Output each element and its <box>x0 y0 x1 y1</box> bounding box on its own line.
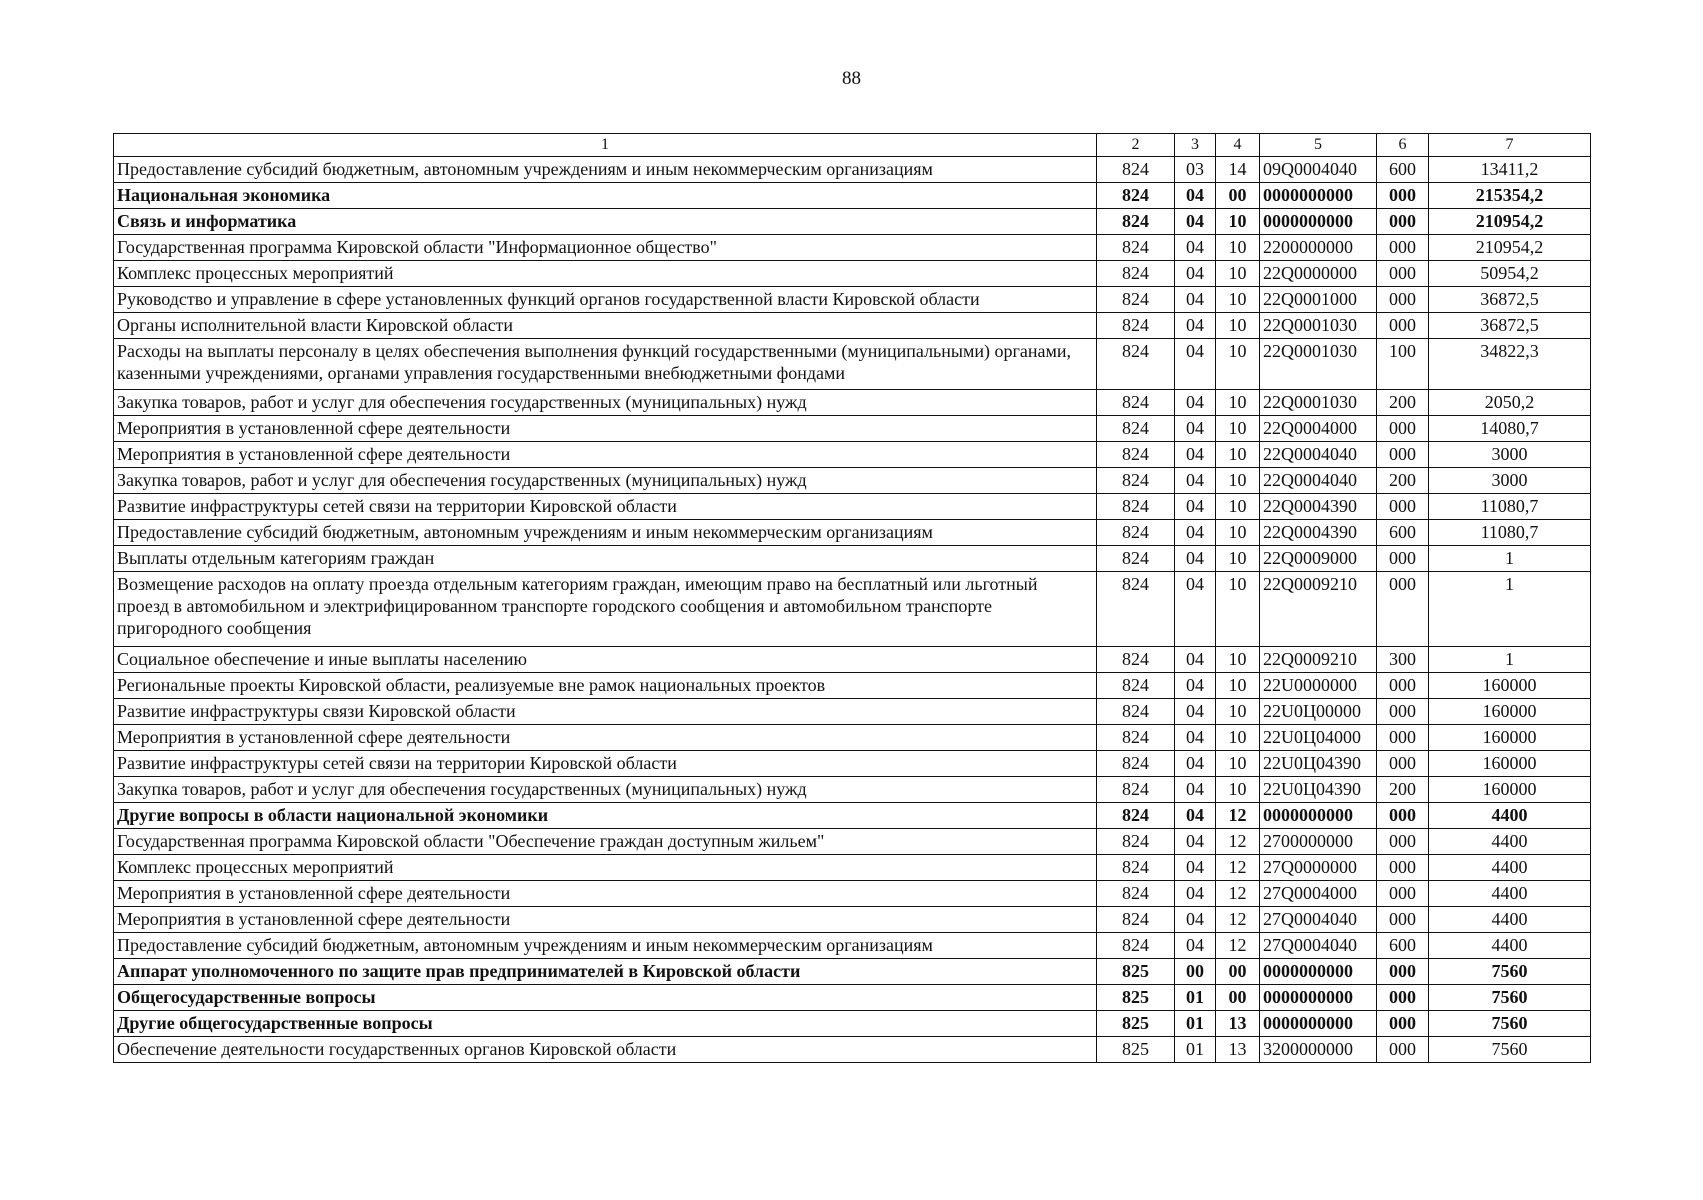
row-grbs-cell: 824 <box>1097 907 1175 933</box>
row-subsection-cell: 10 <box>1216 777 1260 803</box>
row-target-code-cell: 22Q0004040 <box>1260 468 1377 494</box>
row-grbs-cell: 824 <box>1097 803 1175 829</box>
row-section-cell: 04 <box>1175 546 1216 572</box>
row-grbs-cell: 824 <box>1097 699 1175 725</box>
row-grbs-cell: 824 <box>1097 442 1175 468</box>
table-row <box>114 339 1591 390</box>
row-amount-cell: 4400 <box>1429 855 1591 881</box>
row-subsection-cell: 14 <box>1216 157 1260 183</box>
row-target-code-cell: 0000000000 <box>1260 959 1377 985</box>
row-name-cell: Предоставление субсидий бюджетным, автономным учреждениям и иным некоммерческим организациям <box>114 933 1097 959</box>
row-amount-cell: 3000 <box>1429 468 1591 494</box>
table-row <box>114 933 1591 959</box>
table-row <box>114 468 1591 494</box>
row-amount-cell: 160000 <box>1429 725 1591 751</box>
row-subsection-cell: 00 <box>1216 959 1260 985</box>
row-subsection-cell: 10 <box>1216 235 1260 261</box>
table-row <box>114 313 1591 339</box>
row-grbs-cell: 824 <box>1097 647 1175 673</box>
row-amount-cell: 36872,5 <box>1429 287 1591 313</box>
row-section-cell: 04 <box>1175 183 1216 209</box>
row-target-code-cell: 22Q0001000 <box>1260 287 1377 313</box>
row-name-cell: Комплекс процессных мероприятий <box>114 261 1097 287</box>
row-target-code-cell: 22U0Ц00000 <box>1260 699 1377 725</box>
row-target-code-cell: 22Q0004000 <box>1260 416 1377 442</box>
row-name-cell: Региональные проекты Кировской области, реализуемые вне рамок национальных проектов <box>114 673 1097 699</box>
row-grbs-cell: 824 <box>1097 468 1175 494</box>
row-subsection-cell: 10 <box>1216 546 1260 572</box>
row-expense-type-cell: 000 <box>1377 287 1429 313</box>
row-target-code-cell: 22U0Ц04390 <box>1260 751 1377 777</box>
row-amount-cell: 7560 <box>1429 1011 1591 1037</box>
row-name-cell: Закупка товаров, работ и услуг для обеспечения государственных (муниципальных) нужд <box>114 468 1097 494</box>
row-target-code-cell: 2700000000 <box>1260 829 1377 855</box>
row-amount-cell: 160000 <box>1429 751 1591 777</box>
row-target-code-cell: 22Q0001030 <box>1260 390 1377 416</box>
table-row <box>114 777 1591 803</box>
row-target-code-cell: 22Q0009000 <box>1260 546 1377 572</box>
row-expense-type-cell: 000 <box>1377 907 1429 933</box>
row-grbs-cell: 824 <box>1097 313 1175 339</box>
table-row <box>114 390 1591 416</box>
row-name-cell: Мероприятия в установленной сфере деятельности <box>114 442 1097 468</box>
row-grbs-cell: 824 <box>1097 339 1175 390</box>
row-grbs-cell: 825 <box>1097 1011 1175 1037</box>
row-expense-type-cell: 000 <box>1377 209 1429 235</box>
row-expense-type-cell: 000 <box>1377 725 1429 751</box>
row-name-cell: Развитие инфраструктуры сетей связи на территории Кировской области <box>114 494 1097 520</box>
row-subsection-cell: 10 <box>1216 209 1260 235</box>
row-expense-type-cell: 600 <box>1377 933 1429 959</box>
budget-table-container <box>113 133 1590 1063</box>
row-name-cell: Общегосударственные вопросы <box>114 985 1097 1011</box>
row-expense-type-cell: 000 <box>1377 829 1429 855</box>
row-target-code-cell: 27Q0004040 <box>1260 907 1377 933</box>
row-subsection-cell: 10 <box>1216 699 1260 725</box>
row-section-cell: 01 <box>1175 985 1216 1011</box>
table-row <box>114 209 1591 235</box>
row-name-cell: Другие вопросы в области национальной экономики <box>114 803 1097 829</box>
row-target-code-cell: 22Q0004390 <box>1260 520 1377 546</box>
table-row <box>114 157 1591 183</box>
row-target-code-cell: 09Q0004040 <box>1260 157 1377 183</box>
table-row <box>114 261 1591 287</box>
row-section-cell: 04 <box>1175 494 1216 520</box>
row-name-cell: Социальное обеспечение и иные выплаты населению <box>114 647 1097 673</box>
row-amount-cell: 7560 <box>1429 1037 1591 1063</box>
row-subsection-cell: 10 <box>1216 416 1260 442</box>
row-grbs-cell: 824 <box>1097 829 1175 855</box>
row-expense-type-cell: 000 <box>1377 959 1429 985</box>
row-amount-cell: 3000 <box>1429 442 1591 468</box>
row-grbs-cell: 824 <box>1097 520 1175 546</box>
row-expense-type-cell: 000 <box>1377 673 1429 699</box>
table-row <box>114 572 1591 647</box>
row-section-cell: 04 <box>1175 725 1216 751</box>
row-target-code-cell: 22Q0001030 <box>1260 339 1377 390</box>
row-target-code-cell: 22Q0000000 <box>1260 261 1377 287</box>
row-name-cell: Развитие инфраструктуры сетей связи на территории Кировской области <box>114 751 1097 777</box>
row-amount-cell: 4400 <box>1429 829 1591 855</box>
row-expense-type-cell: 000 <box>1377 442 1429 468</box>
row-amount-cell: 1 <box>1429 546 1591 572</box>
row-subsection-cell: 10 <box>1216 339 1260 390</box>
row-name-cell: Комплекс процессных мероприятий <box>114 855 1097 881</box>
row-subsection-cell: 10 <box>1216 725 1260 751</box>
row-section-cell: 04 <box>1175 468 1216 494</box>
row-amount-cell: 210954,2 <box>1429 235 1591 261</box>
row-target-code-cell: 0000000000 <box>1260 183 1377 209</box>
row-name-cell: Связь и информатика <box>114 209 1097 235</box>
table-row <box>114 985 1591 1011</box>
row-name-cell: Государственная программа Кировской области "Обеспечение граждан доступным жильем" <box>114 829 1097 855</box>
header-col-5: 5 <box>1260 134 1377 157</box>
row-section-cell: 04 <box>1175 287 1216 313</box>
row-name-cell: Руководство и управление в сфере установленных функций органов государственной власти Кировской области <box>114 287 1097 313</box>
header-col-3: 3 <box>1175 134 1216 157</box>
row-section-cell: 01 <box>1175 1037 1216 1063</box>
row-subsection-cell: 12 <box>1216 933 1260 959</box>
table-row <box>114 1011 1591 1037</box>
row-target-code-cell: 22Q0004390 <box>1260 494 1377 520</box>
row-target-code-cell: 3200000000 <box>1260 1037 1377 1063</box>
row-grbs-cell: 824 <box>1097 235 1175 261</box>
row-target-code-cell: 0000000000 <box>1260 803 1377 829</box>
table-row <box>114 855 1591 881</box>
row-name-cell: Мероприятия в установленной сфере деятельности <box>114 416 1097 442</box>
row-expense-type-cell: 600 <box>1377 157 1429 183</box>
row-target-code-cell: 22Q0004040 <box>1260 442 1377 468</box>
row-amount-cell: 14080,7 <box>1429 416 1591 442</box>
row-amount-cell: 7560 <box>1429 985 1591 1011</box>
row-expense-type-cell: 000 <box>1377 183 1429 209</box>
row-amount-cell: 50954,2 <box>1429 261 1591 287</box>
table-row <box>114 881 1591 907</box>
header-col-4: 4 <box>1216 134 1260 157</box>
row-name-cell: Мероприятия в установленной сфере деятельности <box>114 907 1097 933</box>
header-col-7: 7 <box>1429 134 1591 157</box>
row-name-cell: Мероприятия в установленной сфере деятельности <box>114 725 1097 751</box>
row-section-cell: 04 <box>1175 261 1216 287</box>
row-section-cell: 00 <box>1175 959 1216 985</box>
row-expense-type-cell: 000 <box>1377 572 1429 647</box>
row-target-code-cell: 22Q0009210 <box>1260 647 1377 673</box>
row-target-code-cell: 27Q0004040 <box>1260 933 1377 959</box>
row-name-cell: Другие общегосударственные вопросы <box>114 1011 1097 1037</box>
row-subsection-cell: 00 <box>1216 985 1260 1011</box>
row-amount-cell: 210954,2 <box>1429 209 1591 235</box>
row-grbs-cell: 824 <box>1097 725 1175 751</box>
row-section-cell: 04 <box>1175 673 1216 699</box>
row-name-cell: Закупка товаров, работ и услуг для обеспечения государственных (муниципальных) нужд <box>114 777 1097 803</box>
row-amount-cell: 160000 <box>1429 673 1591 699</box>
row-target-code-cell: 0000000000 <box>1260 1011 1377 1037</box>
row-expense-type-cell: 200 <box>1377 390 1429 416</box>
row-target-code-cell: 22U0Ц04390 <box>1260 777 1377 803</box>
row-expense-type-cell: 000 <box>1377 546 1429 572</box>
row-amount-cell: 4400 <box>1429 933 1591 959</box>
row-section-cell: 04 <box>1175 933 1216 959</box>
table-row <box>114 959 1591 985</box>
table-row <box>114 183 1591 209</box>
row-section-cell: 04 <box>1175 829 1216 855</box>
row-target-code-cell: 22Q0001030 <box>1260 313 1377 339</box>
row-grbs-cell: 824 <box>1097 881 1175 907</box>
table-row <box>114 699 1591 725</box>
table-row <box>114 725 1591 751</box>
row-name-cell: Предоставление субсидий бюджетным, автономным учреждениям и иным некоммерческим организациям <box>114 520 1097 546</box>
row-name-cell: Предоставление субсидий бюджетным, автономным учреждениям и иным некоммерческим организациям <box>114 157 1097 183</box>
row-expense-type-cell: 000 <box>1377 1011 1429 1037</box>
row-grbs-cell: 824 <box>1097 416 1175 442</box>
row-expense-type-cell: 000 <box>1377 235 1429 261</box>
table-row <box>114 416 1591 442</box>
row-subsection-cell: 10 <box>1216 673 1260 699</box>
row-target-code-cell: 22U0000000 <box>1260 673 1377 699</box>
row-grbs-cell: 824 <box>1097 209 1175 235</box>
table-row <box>114 751 1591 777</box>
row-subsection-cell: 00 <box>1216 183 1260 209</box>
row-target-code-cell: 22U0Ц04000 <box>1260 725 1377 751</box>
row-grbs-cell: 824 <box>1097 855 1175 881</box>
row-subsection-cell: 10 <box>1216 520 1260 546</box>
row-subsection-cell: 10 <box>1216 390 1260 416</box>
row-subsection-cell: 10 <box>1216 751 1260 777</box>
row-amount-cell: 11080,7 <box>1429 520 1591 546</box>
row-expense-type-cell: 000 <box>1377 803 1429 829</box>
row-section-cell: 04 <box>1175 699 1216 725</box>
row-amount-cell: 34822,3 <box>1429 339 1591 390</box>
row-grbs-cell: 824 <box>1097 572 1175 647</box>
row-amount-cell: 2050,2 <box>1429 390 1591 416</box>
header-col-2: 2 <box>1097 134 1175 157</box>
row-target-code-cell: 2200000000 <box>1260 235 1377 261</box>
row-expense-type-cell: 000 <box>1377 494 1429 520</box>
row-section-cell: 04 <box>1175 235 1216 261</box>
row-section-cell: 04 <box>1175 751 1216 777</box>
row-name-cell: Государственная программа Кировской области "Информационное общество" <box>114 235 1097 261</box>
row-name-cell: Закупка товаров, работ и услуг для обеспечения государственных (муниципальных) нужд <box>114 390 1097 416</box>
row-subsection-cell: 10 <box>1216 287 1260 313</box>
row-subsection-cell: 10 <box>1216 442 1260 468</box>
row-subsection-cell: 13 <box>1216 1011 1260 1037</box>
row-name-cell: Выплаты отдельным категориям граждан <box>114 546 1097 572</box>
row-grbs-cell: 825 <box>1097 985 1175 1011</box>
row-amount-cell: 160000 <box>1429 777 1591 803</box>
row-subsection-cell: 12 <box>1216 907 1260 933</box>
row-expense-type-cell: 100 <box>1377 339 1429 390</box>
row-name-cell: Возмещение расходов на оплату проезда отдельным категориям граждан, имеющим право на бесплатный или льготный проезд в автомобильном и электрифицированном транспорте городского сообщения и автомобильном транспорте пригородного сообщения <box>114 572 1097 647</box>
row-amount-cell: 4400 <box>1429 881 1591 907</box>
row-section-cell: 04 <box>1175 572 1216 647</box>
row-section-cell: 04 <box>1175 520 1216 546</box>
row-subsection-cell: 12 <box>1216 881 1260 907</box>
row-grbs-cell: 824 <box>1097 546 1175 572</box>
table-row <box>114 647 1591 673</box>
row-expense-type-cell: 000 <box>1377 313 1429 339</box>
row-section-cell: 04 <box>1175 881 1216 907</box>
row-section-cell: 01 <box>1175 1011 1216 1037</box>
row-grbs-cell: 824 <box>1097 777 1175 803</box>
row-amount-cell: 13411,2 <box>1429 157 1591 183</box>
row-expense-type-cell: 000 <box>1377 751 1429 777</box>
table-row <box>114 442 1591 468</box>
row-expense-type-cell: 000 <box>1377 416 1429 442</box>
row-target-code-cell: 0000000000 <box>1260 209 1377 235</box>
row-grbs-cell: 825 <box>1097 959 1175 985</box>
row-subsection-cell: 10 <box>1216 313 1260 339</box>
row-section-cell: 04 <box>1175 313 1216 339</box>
row-section-cell: 04 <box>1175 907 1216 933</box>
row-grbs-cell: 824 <box>1097 183 1175 209</box>
row-name-cell: Развитие инфраструктуры связи Кировской области <box>114 699 1097 725</box>
row-section-cell: 04 <box>1175 209 1216 235</box>
table-row <box>114 494 1591 520</box>
row-grbs-cell: 824 <box>1097 261 1175 287</box>
row-section-cell: 03 <box>1175 157 1216 183</box>
row-section-cell: 04 <box>1175 339 1216 390</box>
row-target-code-cell: 22Q0009210 <box>1260 572 1377 647</box>
table-row <box>114 235 1591 261</box>
page-number: 88 <box>842 68 861 89</box>
row-name-cell: Мероприятия в установленной сфере деятельности <box>114 881 1097 907</box>
row-expense-type-cell: 000 <box>1377 1037 1429 1063</box>
row-expense-type-cell: 000 <box>1377 261 1429 287</box>
row-target-code-cell: 27Q0000000 <box>1260 855 1377 881</box>
row-expense-type-cell: 200 <box>1377 777 1429 803</box>
row-grbs-cell: 824 <box>1097 494 1175 520</box>
row-subsection-cell: 10 <box>1216 572 1260 647</box>
row-subsection-cell: 10 <box>1216 261 1260 287</box>
row-section-cell: 04 <box>1175 416 1216 442</box>
row-grbs-cell: 824 <box>1097 157 1175 183</box>
row-amount-cell: 11080,7 <box>1429 494 1591 520</box>
table-row <box>114 907 1591 933</box>
table-row <box>114 287 1591 313</box>
row-section-cell: 04 <box>1175 855 1216 881</box>
table-row <box>114 546 1591 572</box>
row-subsection-cell: 12 <box>1216 803 1260 829</box>
budget-table <box>113 133 1591 1063</box>
row-subsection-cell: 10 <box>1216 468 1260 494</box>
row-grbs-cell: 824 <box>1097 287 1175 313</box>
row-amount-cell: 4400 <box>1429 907 1591 933</box>
row-expense-type-cell: 600 <box>1377 520 1429 546</box>
row-expense-type-cell: 200 <box>1377 468 1429 494</box>
row-section-cell: 04 <box>1175 390 1216 416</box>
row-section-cell: 04 <box>1175 803 1216 829</box>
row-grbs-cell: 824 <box>1097 673 1175 699</box>
row-expense-type-cell: 000 <box>1377 699 1429 725</box>
row-subsection-cell: 10 <box>1216 494 1260 520</box>
row-expense-type-cell: 300 <box>1377 647 1429 673</box>
row-amount-cell: 4400 <box>1429 803 1591 829</box>
row-grbs-cell: 824 <box>1097 933 1175 959</box>
table-row <box>114 829 1591 855</box>
header-col-1: 1 <box>114 134 1097 157</box>
row-name-cell: Обеспечение деятельности государственных органов Кировской области <box>114 1037 1097 1063</box>
table-row <box>114 803 1591 829</box>
header-row <box>114 134 1591 157</box>
row-expense-type-cell: 000 <box>1377 985 1429 1011</box>
table-header <box>114 134 1591 157</box>
row-subsection-cell: 13 <box>1216 1037 1260 1063</box>
row-amount-cell: 7560 <box>1429 959 1591 985</box>
row-target-code-cell: 0000000000 <box>1260 985 1377 1011</box>
row-grbs-cell: 824 <box>1097 751 1175 777</box>
row-subsection-cell: 10 <box>1216 647 1260 673</box>
row-target-code-cell: 27Q0004000 <box>1260 881 1377 907</box>
row-name-cell: Национальная экономика <box>114 183 1097 209</box>
row-section-cell: 04 <box>1175 442 1216 468</box>
row-subsection-cell: 12 <box>1216 829 1260 855</box>
header-col-6: 6 <box>1377 134 1429 157</box>
table-row <box>114 673 1591 699</box>
row-expense-type-cell: 000 <box>1377 881 1429 907</box>
table-body <box>114 157 1591 1063</box>
row-section-cell: 04 <box>1175 647 1216 673</box>
row-amount-cell: 1 <box>1429 572 1591 647</box>
table-row <box>114 520 1591 546</box>
row-grbs-cell: 825 <box>1097 1037 1175 1063</box>
row-grbs-cell: 824 <box>1097 390 1175 416</box>
row-amount-cell: 36872,5 <box>1429 313 1591 339</box>
row-expense-type-cell: 000 <box>1377 855 1429 881</box>
row-subsection-cell: 12 <box>1216 855 1260 881</box>
row-amount-cell: 1 <box>1429 647 1591 673</box>
row-amount-cell: 160000 <box>1429 699 1591 725</box>
row-name-cell: Расходы на выплаты персоналу в целях обеспечения выполнения функций государственными (муниципальными) органами, казенными учреждениями, органами управления государственными внебюджетными фондами <box>114 339 1097 390</box>
row-section-cell: 04 <box>1175 777 1216 803</box>
row-name-cell: Органы исполнительной власти Кировской области <box>114 313 1097 339</box>
row-name-cell: Аппарат уполномоченного по защите прав предпринимателей в Кировской области <box>114 959 1097 985</box>
table-row <box>114 1037 1591 1063</box>
row-amount-cell: 215354,2 <box>1429 183 1591 209</box>
